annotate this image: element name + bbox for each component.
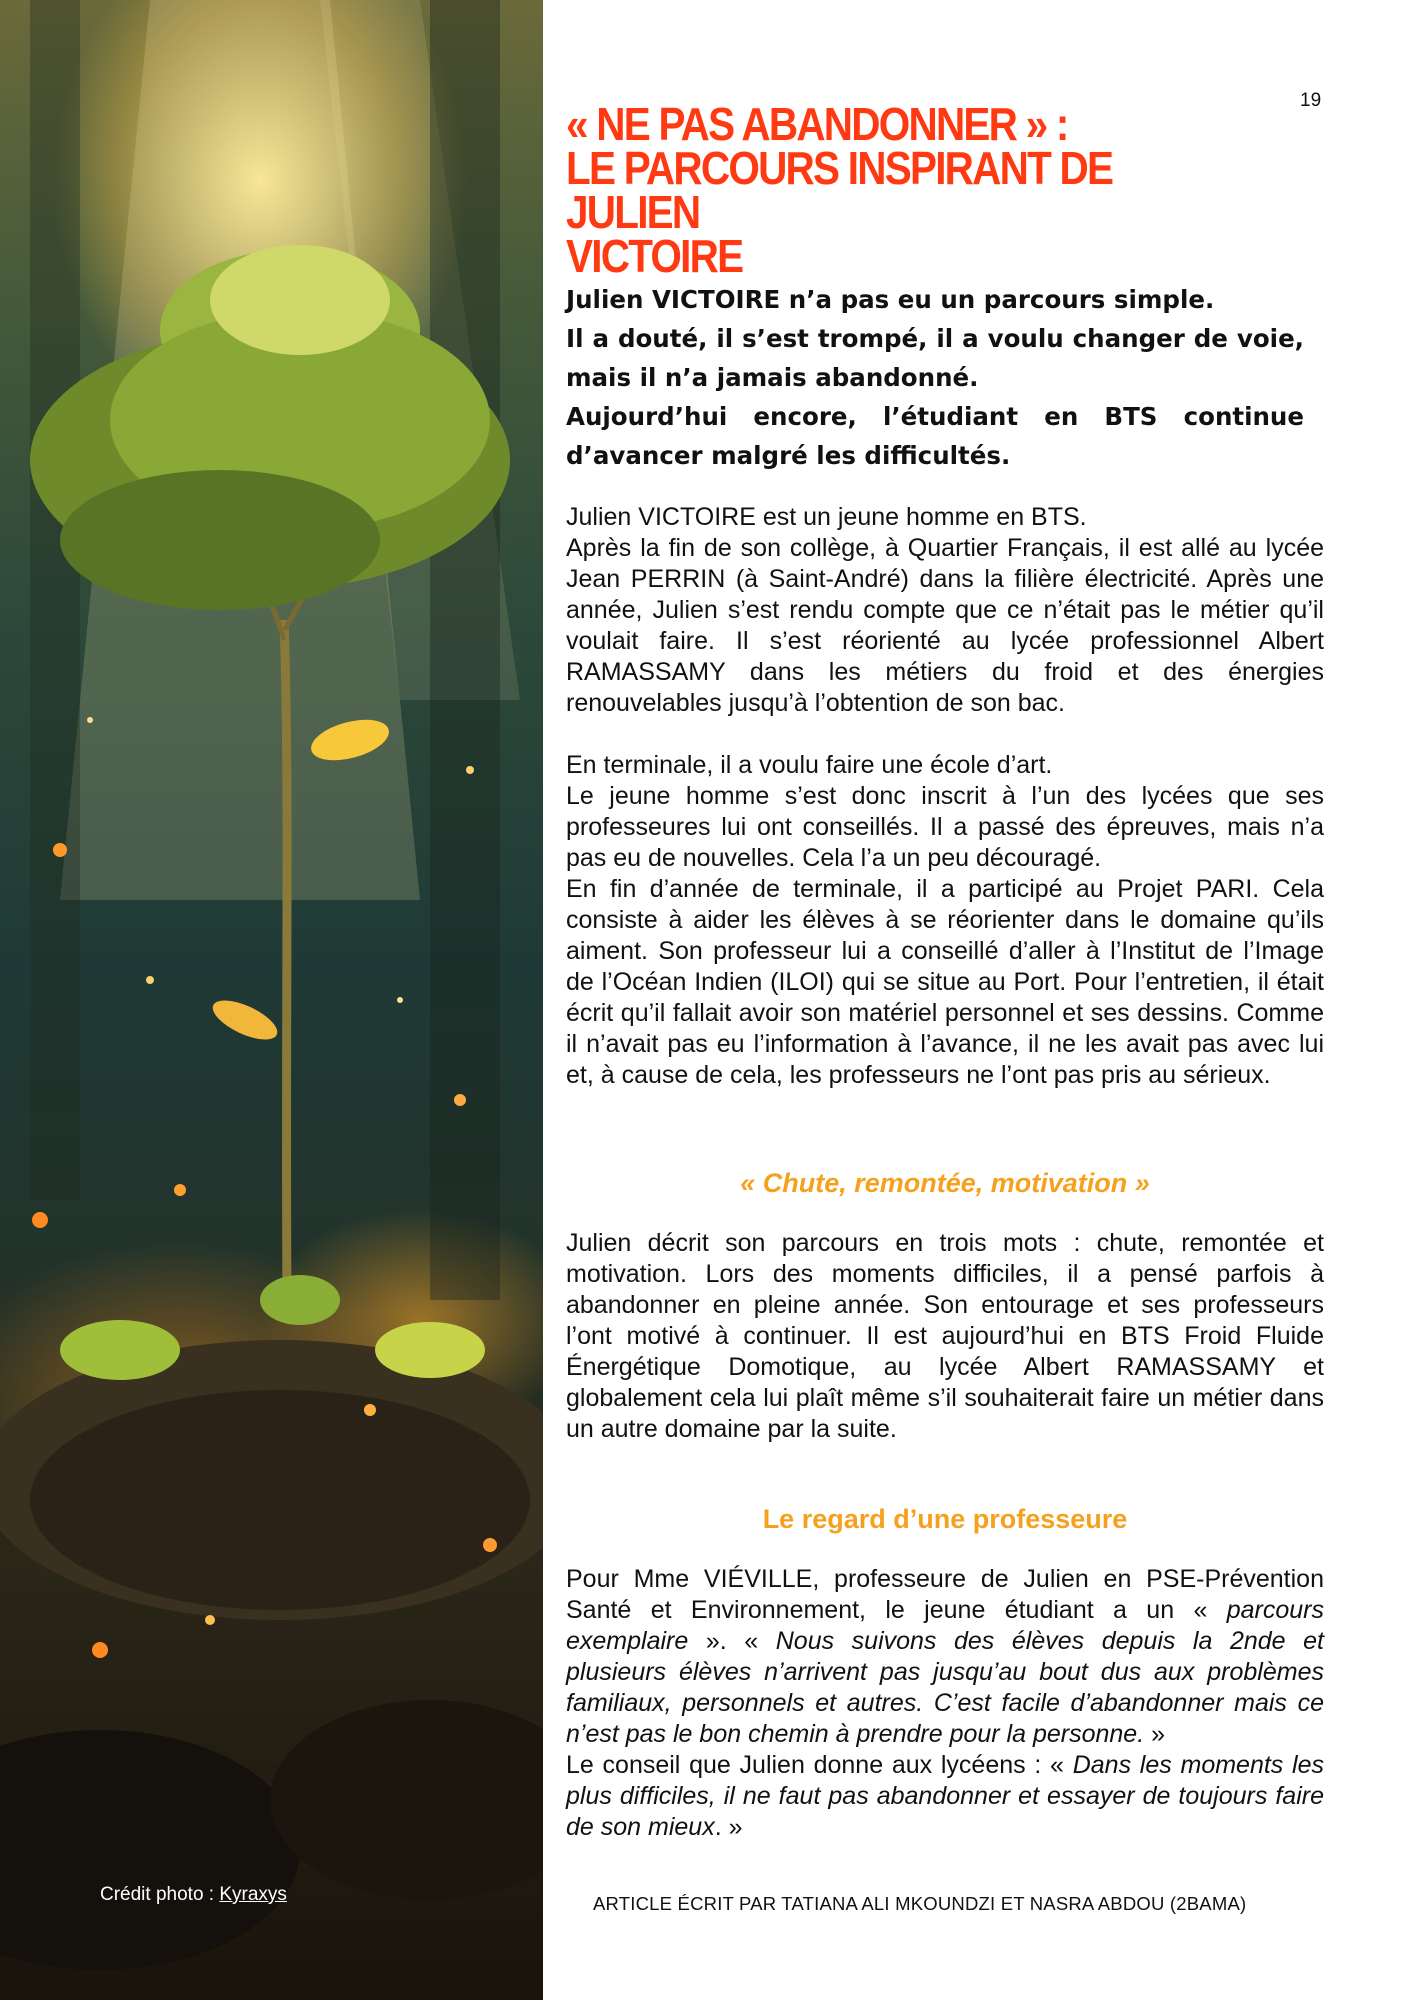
title-line-2: LE PARCOURS INSPIRANT DE JULIEN xyxy=(566,142,1113,238)
intro-line-1: Julien VICTOIRE n’a pas eu un parcours simple. xyxy=(566,285,1215,314)
cover-photo-sapling xyxy=(0,0,543,2000)
paragraph: En fin d’année de terminale, il a participé au Projet PARI. Cela consiste à aider les élèves à se réorienter dans le domaine qu’ils aiment. Son professeur lui a conseillé d’aller à l’Institut de l’Image de l’Océan Indien (ILOI) qui se situe au Port. Pour l’entretien, il était écrit qu’il fallait avoir son matériel personnel et ses dessins. Comme il n’avait pas eu l’information à l’avance, il ne les avait pas avec lui et, à cause de cela, les professeurs ne l’ont pas pris au sérieux. xyxy=(566,875,1324,1089)
text-run: » xyxy=(1144,1720,1166,1748)
section-heading-regard: Le regard d’une professeure xyxy=(762,1504,1128,1534)
intro-line-2: Il a douté, il s’est trompé, il a voulu changer de voie, mais il n’a jamais abandonné. xyxy=(566,324,1304,392)
section-1-text xyxy=(566,502,1324,1091)
sapling-illustration xyxy=(0,0,543,2000)
article-intro xyxy=(566,280,1304,475)
paragraph: Après la fin de son collège, à Quartier Français, il est allé au lycée Jean PERRIN (à Saint-André) dans la filière électricité. Après une année, Julien s’est rendu compte que ce n’était pas le métier qu’il voulait faire. Il s’est réorienté au lycée professionnel Albert RAMASSAMY dans les métiers du froid et des énergies renouvelables jusqu’à l’obtention de son bac. xyxy=(566,534,1324,717)
photo-credit-author-link[interactable]: Kyraxys xyxy=(219,1884,287,1905)
text-run: . » xyxy=(714,1813,743,1841)
text-run: ». « xyxy=(688,1627,776,1655)
title-line-3: VICTOIRE xyxy=(566,230,743,282)
article-title xyxy=(566,98,1182,282)
article-byline: ARTICLE ÉCRIT PAR TATIANA ALI MKOUNDZI ET NASRA ABDOU (2BAMA) xyxy=(593,1893,1247,1914)
photo-credit xyxy=(100,1884,287,1906)
section-2-text xyxy=(566,1228,1324,1445)
section-heading-chute: « Chute, remontée, motivation » xyxy=(740,1168,1150,1198)
paragraph xyxy=(566,1564,1324,1750)
text-run: Le conseil que Julien donne aux lycéens : « xyxy=(566,1751,1073,1779)
text-run: Pour Mme VIÉVILLE, professeure de Julien en PSE-Prévention Santé et Environnement, le jeune étudiant a un « xyxy=(566,1565,1324,1624)
paragraph: En terminale, il a voulu faire une école d’art. xyxy=(566,751,1053,779)
quote: Dans les moments les plus difficiles, il ne faut pas abandonner et essayer de toujours faire de son mieux xyxy=(566,1751,1324,1841)
title-line-1: « NE PAS ABANDONNER » : xyxy=(566,98,1068,150)
paragraph: Le jeune homme s’est donc inscrit à l’un des lycées que ses professeures lui ont conseillés. Il a passé des épreuves, mais n’a pas eu de nouvelles. Cela l’a un peu découragé. xyxy=(566,782,1324,872)
quote: parcours exemplaire xyxy=(566,1596,1324,1655)
paragraph: Julien VICTOIRE est un jeune homme en BTS. xyxy=(566,503,1087,531)
photo-credit-label: Crédit photo : xyxy=(100,1884,220,1905)
page-number: 19 xyxy=(1300,90,1322,111)
paragraph: Julien décrit son parcours en trois mots : chute, remontée et motivation. Lors des moments difficiles, il a pensé parfois à abandonner en pleine année. Son entourage et ses professeurs l’ont motivé à continuer. Il est aujourd’hui en BTS Froid Fluide Énergétique Domotique, au lycée Albert RAMASSAMY et globalement cela lui plaît même s’il souhaiterait faire un métier dans un autre domaine par la suite. xyxy=(566,1229,1324,1443)
paragraph xyxy=(566,1750,1324,1843)
intro-line-3: Aujourd’hui encore, l’étudiant en BTS continue d’avancer malgré les difficultés. xyxy=(566,402,1304,470)
section-3-text xyxy=(566,1564,1324,1843)
quote: Nous suivons des élèves depuis la 2nde et plusieurs élèves n’arrivent pas jusqu’au bout dus aux problèmes familiaux, personnels et autres. C’est facile d’abandonner mais ce n’est pas le bon chemin à prendre pour la personne. xyxy=(566,1627,1324,1748)
